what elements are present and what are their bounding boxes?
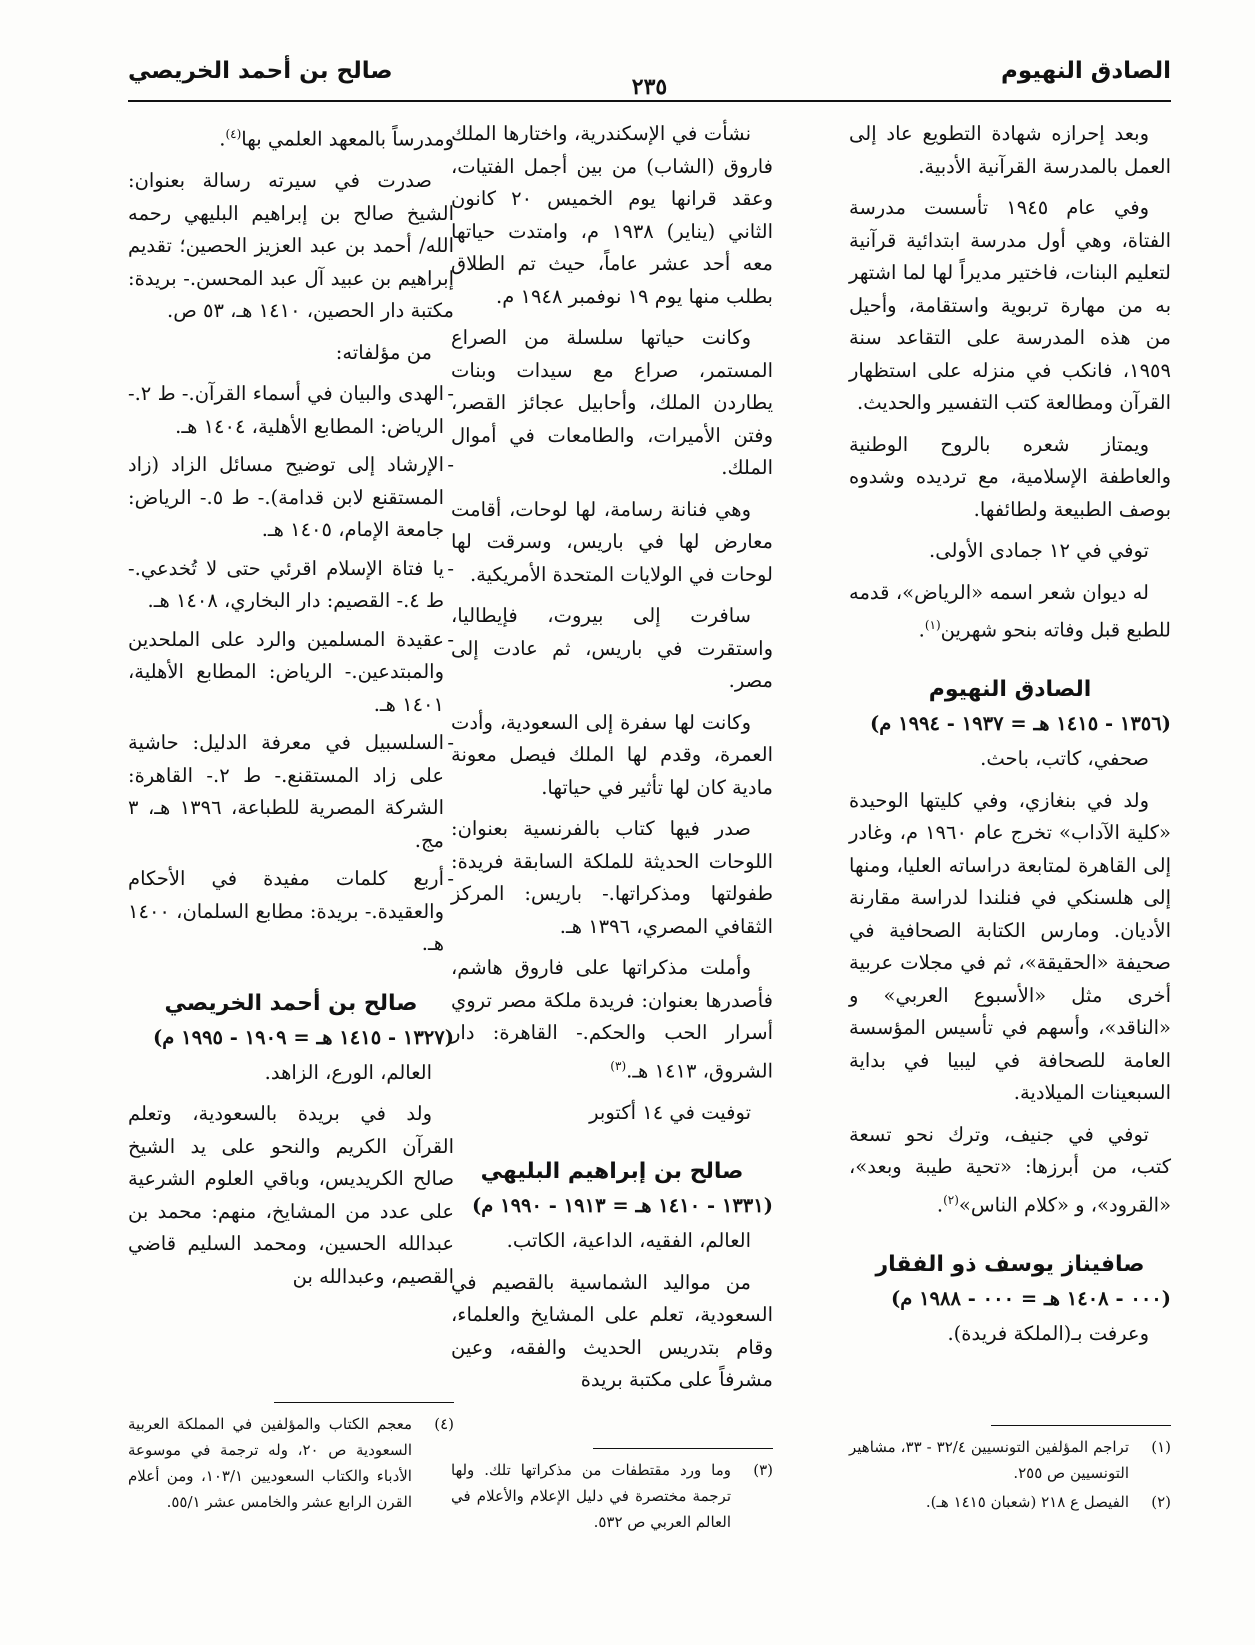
paragraph: من مؤلفاته:	[335, 340, 432, 364]
list-item: - يا فتاة الإسلام اقرئي حتى لا تُخدعي.- ط ٤.- القصيم: دار البخاري، ١٤٠٨ هـ.	[128, 553, 454, 618]
paragraph: سافرت إلى بيروت، فإيطاليا، واستقرت في باريس، ثم عادت إلى مصر.	[451, 604, 773, 692]
paragraph: صدر فيها كتاب بالفرنسية بعنوان: اللوحات الحديثة للملكة السابقة فريدة: طفولتها ومذكراتها.- باريس: المركز الثقافي المصري، ١٣٩٦ هـ.	[451, 817, 773, 938]
works-list	[128, 378, 454, 961]
list-item: - الهدى والبيان في أسماء القرآن.- ط ٢.- الرياض: المطابع الأهلية، ١٤٠٤ هـ.	[128, 378, 454, 443]
page-header	[128, 58, 1171, 102]
paragraph: توفي في ١٢ جمادى الأولى.	[929, 539, 1149, 562]
paragraph: نشأت في الإسكندرية، واختارها الملك فاروق (الشاب) من بين أجمل الفتيات، وعقد قرانها يوم الخميس ٢٠ كانون الثاني (يناير) ١٩٣٨ م، وامتدت حياتها معه أحد عشر عاماً، حيث تم الطلاق بطلب منها يوم ١٩ نوفمبر ١٩٤٨ م.	[451, 122, 773, 308]
paragraph: ولد في بريدة بالسعودية، وتعلم القرآن الكريم والنحو على يد الشيخ صالح الكريديس، وباقي العلوم الشرعية على عدد من المشايخ، منهم: محمد بن عبدالله الحسين، ومحمد السليم قاضي القصيم، وعبدالله بن	[128, 1102, 454, 1288]
entry-dates: (٠٠٠ - ١٤٠٨ هـ = ٠٠٠ - ١٩٨٨ م)	[890, 1286, 1171, 1310]
footnote-ref: (١)	[924, 618, 941, 632]
paragraph: توفيت في ١٤ أكتوبر	[589, 1100, 751, 1124]
footnote-ref: (٣)	[610, 1058, 627, 1073]
entry-title: صافيناز يوسف ذو الفقار	[875, 1251, 1145, 1277]
running-head-right: الصادق النهيوم	[1001, 58, 1171, 84]
paragraph: ولد في بنغازي، وفي كليتها الوحيدة «كلية الآداب» تخرج عام ١٩٦٠ م، وغادر إلى القاهرة لمتابعة دراساته العليا، ومنها إلى هلسنكي في فنلندا لدراسة مقارنة الأديان. ومارس الكتابة الصحافية في صحيفة «الحقيقة»، ثم في مجلات عربية أخرى مثل «الأسبوع العربي» و «الناقد»، وأسهم في تأسيس المؤسسة العامة للصحافة في ليبيا في بداية السبعينات الميلادية.	[849, 788, 1171, 1104]
paragraph: وكانت حياتها سلسلة من الصراع المستمر، صراع مع سيدات وبنات يطاردن الملك، وأحابيل عجائز القصر، وفتن الأميرات، والطامعات في أموال الملك.	[451, 326, 773, 479]
entry-description: العالم، الورع، الزاهد.	[264, 1060, 432, 1084]
list-item: - أربع كلمات مفيدة في الأحكام والعقيدة.- بريدة: مطابع السلمان، ١٤٠٠ هـ.	[128, 863, 454, 961]
entry-dates: (١٣٢٧ - ١٤١٥ هـ = ١٩٠٩ - ١٩٩٥ م)	[153, 1025, 454, 1049]
entry-title: صالح بن أحمد الخريصي	[164, 990, 418, 1016]
paragraph: وأملت مذكراتها على فاروق هاشم، فأصدرها بعنوان: فريدة ملكة مصر تروي أسرار الحب والحكم.- القاهرة: دار الشروق، ١٤١٣ هـ.$^{(٣)}$	[451, 956, 773, 1082]
paragraph: له ديوان شعر اسمه «الرياض»، قدمه للطبع قبل وفاته بنحو شهرين$^{(١)}$.	[849, 580, 1171, 642]
footnote-ref: (٤)	[225, 127, 242, 141]
footnotes	[849, 1425, 1171, 1518]
entry-description: صحفي، كاتب، باحث.	[980, 747, 1149, 770]
paragraph: صدرت في سيرته رسالة بعنوان: الشيخ صالح بن إبراهيم البليهي رحمه الله/ أحمد بن عبد العزيز الحصين؛ تقديم إبراهيم بن عبيد آل عبد المحسن.- بريدة: مكتبة دار الحصين، ١٤١٠ هـ، ٥٣ ص.	[128, 169, 454, 322]
footnote-rule	[991, 1425, 1171, 1426]
footnote: (١) تراجم المؤلفين التونسيين ٣٢/٤ - ٣٣، مشاهير التونسيين ص ٢٥٥.	[849, 1438, 1171, 1482]
entry-description: العالم، الفقيه، الداعية، الكاتب.	[506, 1229, 751, 1252]
paragraph: ويمتاز شعره بالروح الوطنية والعاطفة الإسلامية، مع ترديده وشدوه بوصف الطبيعة ولطائفها.	[849, 432, 1171, 521]
page-number: ٢٣٥	[631, 74, 668, 100]
entry-dates: (١٣٣١ - ١٤١٠ هـ = ١٩١٣ - ١٩٩٠ م)	[472, 1194, 773, 1217]
footnote: (٢) الفيصل ع ٢١٨ (شعبان ١٤١٥ هـ).	[925, 1493, 1171, 1511]
list-item: - الإرشاد إلى توضيح مسائل الزاد (زاد المستقنع لابن قدامة).- ط ٥.- الرياض: جامعة الإمام، ١٤٠٥ هـ.	[128, 449, 454, 547]
list-item: - السلسبيل في معرفة الدليل: حاشية على زاد المستقنع.- ط ٢.- القاهرة: الشركة المصرية للطباعة، ١٣٩٦ هـ، ٣ مج.	[128, 727, 454, 857]
paragraph: توفي في جنيف، وترك نحو تسعة كتب، من أبرزها: «تحية طيبة وبعد»، «القرود»، و «كلام الناس»$^{(٢)}$.	[849, 1122, 1171, 1216]
entry-description: وعرفت بـ(الملكة فريدة).	[947, 1321, 1149, 1345]
footnote-rule	[274, 1402, 454, 1403]
entry-dates: (١٣٥٦ - ١٤١٥ هـ = ١٩٣٧ - ١٩٩٤ م)	[870, 712, 1171, 735]
running-head-left: صالح بن أحمد الخريصي	[128, 58, 393, 84]
footnote-ref: (٢)	[943, 1192, 959, 1207]
column-left	[128, 118, 454, 1518]
footnotes	[451, 1448, 773, 1538]
column-middle	[451, 118, 773, 1538]
column-right	[849, 118, 1171, 1518]
paragraph: من مواليد الشماسية بالقصيم في السعودية، تعلم على المشايخ والعلماء، وقام بتدريس الحديث والفقه، وعين مشرفاً على مكتبة بريدة	[451, 1270, 773, 1391]
footnote: (٤) معجم الكتاب والمؤلفين في المملكة العربية السعودية ص ٢٠، وله ترجمة في موسوعة الأدباء والكتاب السعوديين ١٠٣/١، ومن أعلام القرن الرابع عشر والخامس عشر ٥٥/١.	[128, 1415, 454, 1511]
paragraph: وكانت لها سفرة إلى السعودية، وأدت العمرة، وقدم لها الملك فيصل معونة مادية كان لها تأثير في حياتها.	[451, 710, 773, 799]
paragraph: ومدرساً بالمعهد العلمي بها$^{(٤)}$.	[219, 127, 454, 151]
paragraph: وفي عام ١٩٤٥ تأسست مدرسة الفتاة، وهي أول مدرسة ابتدائية قرآنية لتعليم البنات، فاختير مديراً لها لما اشتهر به من مهارة تربوية واستقامة، وأحيل من هذه المدرسة على التقاعد سنة ١٩٥٩، فانكب في منزله على استظهار القرآن ومطالعة كتب التفسير والحديث.	[849, 196, 1171, 414]
footnote: (٣) وما ورد مقتطفات من مذكراتها تلك. ولها ترجمة مختصرة في دليل الإعلام والأعلام في العالم العربي ص ٥٣٢.	[451, 1461, 773, 1531]
entry-title: الصادق النهيوم	[928, 677, 1092, 702]
footnotes	[128, 1402, 454, 1518]
paragraph: وبعد إحرازه شهادة التطويع عاد إلى العمل بالمدرسة القرآنية الأدبية.	[849, 122, 1171, 178]
paragraph: وهي فنانة رسامة، لها لوحات، أقامت معارض لها في باريس، وسرقت لها لوحات في الولايات المتحدة الأمريكية.	[451, 497, 773, 586]
list-item: - عقيدة المسلمين والرد على الملحدين والمبتدعين.- الرياض: المطابع الأهلية، ١٤٠١ هـ.	[128, 624, 454, 722]
footnote-rule	[593, 1448, 773, 1449]
entry-title: صالح بن إبراهيم البليهي	[480, 1159, 744, 1184]
